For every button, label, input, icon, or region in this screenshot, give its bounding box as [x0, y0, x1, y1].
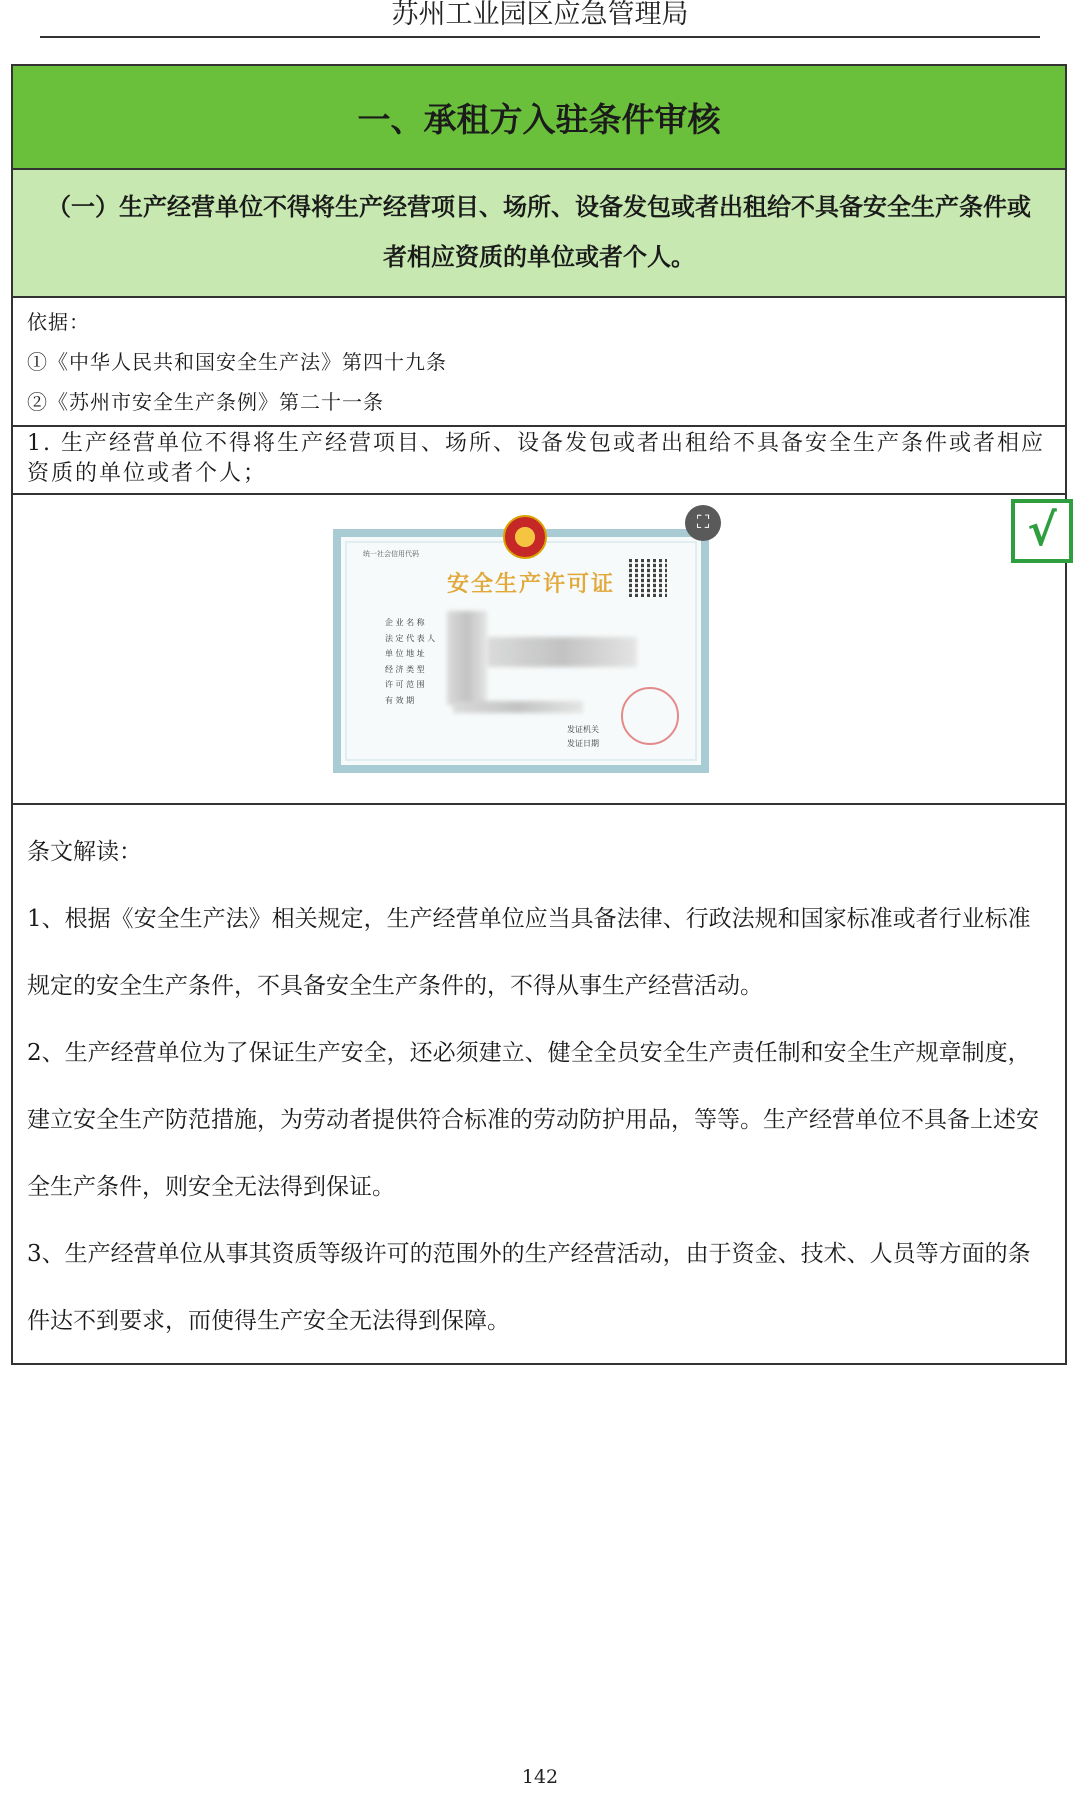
interpretation-paragraph: 1、根据《安全生产法》相关规定，生产经营单位应当具备法律、行政法规和国家标准或者行业标准规定的安全生产条件，不具备安全生产条件的，不得从事生产经营活动。	[27, 906, 1031, 999]
subtitle-line-1: （一）生产经营单位不得将生产经营项目、场所、设备发包或者出租给不具备安全生产条件或	[47, 193, 1031, 221]
redacted-values	[447, 611, 487, 705]
issue-labels	[567, 723, 599, 751]
section-subtitle	[13, 170, 1065, 298]
page-header: 苏州工业园区应急管理局	[40, 0, 1040, 38]
safety-license-certificate-image	[333, 529, 709, 773]
certificate-field: 许 可 范 围	[385, 680, 425, 689]
qr-code-icon	[629, 559, 667, 597]
issue-date-label: 发证日期	[567, 739, 599, 748]
legal-basis	[13, 298, 1065, 427]
certificate-field: 法 定 代 表 人	[385, 633, 436, 643]
certificate-field: 企 业 名 称	[385, 618, 425, 627]
certificate-field-labels	[385, 615, 435, 708]
basis-label: 依据：	[27, 310, 90, 334]
certificate-field: 经 济 类 型	[385, 664, 425, 674]
certificate-code-label: 统一社会信用代码	[363, 550, 419, 558]
interpretation	[13, 805, 1065, 1363]
national-emblem-icon	[503, 515, 547, 559]
issue-authority-label: 发证机关	[567, 725, 599, 734]
interpretation-label: 条文解读：	[27, 839, 142, 865]
official-seal-icon	[621, 687, 679, 745]
certificate-field: 有 效 期	[385, 695, 415, 705]
requirement-text: 1. 生产经营单位不得将生产经营项目、场所、设备发包或者出租给不具备安全生产条件或者相应资质的单位或者个人；	[13, 427, 1065, 495]
review-table	[11, 64, 1067, 1365]
interpretation-paragraph: 2、生产经营单位为了保证生产安全，还必须建立、健全全员安全生产责任制和安全生产规章制度，建立安全生产防范措施，为劳动者提供符合标准的劳动防护用品，等等。生产经营单位不具备上述安全生产条件，则安全无法得到保证。	[27, 1040, 1039, 1200]
interpretation-paragraph: 3、生产经营单位从事其资质等级许可的范围外的生产经营活动，由于资金、技术、人员等方面的条件达不到要求，而使得生产安全无法得到保障。	[27, 1241, 1031, 1334]
section-title: 一、承租方入驻条件审核	[13, 66, 1065, 170]
subtitle-line-2: 者相应资质的单位或者个人。	[383, 243, 695, 271]
redacted-values	[487, 637, 637, 667]
scan-image-button[interactable]: ⛶	[685, 505, 721, 541]
check-mark-icon: √	[1011, 499, 1073, 563]
basis-item: ②《苏州市安全生产条例》第二十一条	[27, 390, 384, 414]
redacted-values	[453, 701, 583, 713]
certificate-field: 单 位 地 址	[385, 649, 425, 658]
basis-item: ①《中华人民共和国安全生产法》第四十九条	[27, 350, 447, 374]
page-number: 142	[521, 1766, 559, 1788]
certificate-title: 安全生产许可证	[446, 572, 615, 597]
certificate-image-cell	[13, 495, 1065, 805]
